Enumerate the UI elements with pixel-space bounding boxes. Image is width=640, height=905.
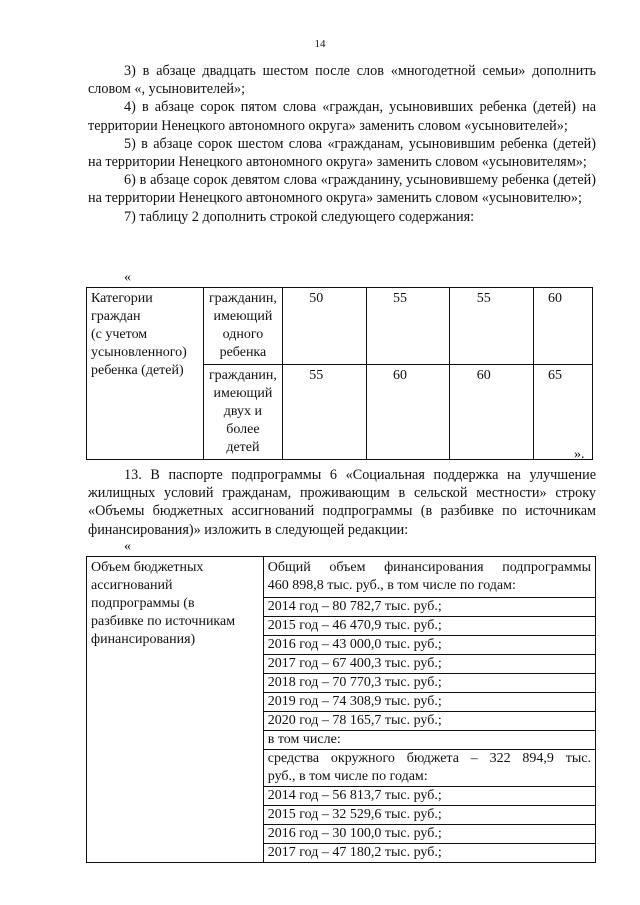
budget-text: 2016 год – 43 000,0 тыс. руб.; <box>267 637 442 652</box>
value-cell: 60 <box>534 288 593 365</box>
budget-text: 2014 год – 56 813,7 тыс. руб.; <box>267 788 442 803</box>
budget-line <box>264 749 595 786</box>
label-line: разбивке по источникам <box>91 614 236 629</box>
paragraph-3: 3) в абзаце двадцать шестом после слов «многодетной семьи» дополнить словом «, усыновителей»; <box>88 63 596 98</box>
quote-open-2: « <box>124 539 131 554</box>
value-cell: 55 <box>282 365 366 460</box>
label-line: гражданин, <box>208 291 277 306</box>
budget-line <box>264 730 595 749</box>
quote-open-1: « <box>124 270 131 285</box>
label-line: более <box>226 422 260 437</box>
label-line: имеющий <box>213 309 273 324</box>
quote-close-1: ». <box>574 447 585 462</box>
paragraph-7: 7) таблицу 2 дополнить строкой следующего содержания: <box>124 208 475 225</box>
budget-text: средства окружного бюджета – 322 894,9 тыс. <box>267 751 591 766</box>
label-line: детей <box>226 440 260 455</box>
budget-text: 2020 год – 78 165,7 тыс. руб.; <box>267 713 442 728</box>
budget-line <box>264 843 595 862</box>
budget-text: 2018 год – 70 770,3 тыс. руб.; <box>267 675 442 690</box>
budget-text: 460 898,8 тыс. руб., в том числе по годам: <box>267 578 516 593</box>
label-line: ассигнований <box>91 578 173 593</box>
label-line: Объем бюджетных <box>91 560 204 575</box>
budget-text: Общий объем финансирования подпрограммы <box>267 560 591 575</box>
label-line: гражданин, <box>208 368 277 383</box>
row-label-cell <box>203 365 282 460</box>
label-line: ребенка <box>219 345 267 360</box>
budget-text: руб., в том числе по годам: <box>267 769 428 784</box>
category-line: усыновленного) <box>91 345 187 360</box>
value-cell: 55 <box>450 288 534 365</box>
budget-text: 2015 год – 46 470,9 тыс. руб.; <box>267 618 442 633</box>
budget-line <box>264 635 595 654</box>
budget-label-cell <box>87 557 264 863</box>
paragraph-4: 4) в абзаце сорок пятом слова «граждан, усыновивших ребенка (детей) на территории Ненецкого автономного округа» заменить словом «усыновителей»; <box>88 99 596 134</box>
label-line: финансирования) <box>91 632 196 647</box>
budget-text: в том числе: <box>267 732 341 747</box>
budget-text: 2015 год – 32 529,6 тыс. руб.; <box>267 807 442 822</box>
value-cell: 55 <box>366 288 450 365</box>
budget-text: 2017 год – 47 180,2 тыс. руб.; <box>267 845 442 860</box>
budget-line <box>264 673 595 692</box>
table-2-row-addition <box>86 287 593 460</box>
page-number: 14 <box>314 38 326 50</box>
category-line: (с учетом <box>91 327 148 342</box>
label-line: одного <box>222 327 264 342</box>
budget-table <box>86 556 596 863</box>
budget-text: 2016 год – 30 100,0 тыс. руб.; <box>267 826 442 841</box>
budget-text: 2014 год – 80 782,7 тыс. руб.; <box>267 599 442 614</box>
value-cell: 60 <box>366 365 450 460</box>
paragraph-13: 13. В паспорте подпрограммы 6 «Социальная поддержка на улучшение жилищных условий гражданам, проживающим в сельской местности» строку «Объемы бюджетных ассигнований подпрограммы (в разбивке по источникам финансирования)» изложить в следующей редакции: <box>88 467 596 538</box>
table-row <box>87 557 596 863</box>
budget-line <box>264 805 595 824</box>
label-line: подпрограммы (в <box>91 596 195 611</box>
budget-text: 2019 год – 74 308,9 тыс. руб.; <box>267 694 442 709</box>
budget-line <box>264 654 595 673</box>
budget-line <box>264 711 595 730</box>
budget-line <box>264 824 595 843</box>
table-row <box>87 288 593 365</box>
paragraph-6: 6) в абзаце сорок девятом слова «гражданину, усыновившему ребенка (детей) на территории Ненецкого автономного округа» заменить словом «усыновителю»; <box>88 172 596 207</box>
paragraph-13-block <box>88 466 596 539</box>
value-cell: 60 <box>450 365 534 460</box>
label-line: двух и <box>223 404 263 419</box>
value-cell: 50 <box>282 288 366 365</box>
value-cell: 65 <box>534 365 593 460</box>
category-cell <box>87 288 204 460</box>
budget-line <box>264 597 595 616</box>
category-line: ребенка (детей) <box>91 363 184 378</box>
label-line: имеющий <box>213 386 273 401</box>
row-label-cell <box>203 288 282 365</box>
category-line: Категории <box>91 291 153 306</box>
amendments-list <box>88 62 596 226</box>
budget-text: 2017 год – 67 400,3 тыс. руб.; <box>267 656 442 671</box>
budget-line <box>264 557 595 597</box>
budget-line <box>264 616 595 635</box>
budget-line <box>264 692 595 711</box>
budget-line <box>264 786 595 805</box>
category-line: граждан <box>91 309 141 324</box>
budget-values-cell <box>263 557 595 863</box>
paragraph-5: 5) в абзаце сорок шестом слова «гражданам, усыновившим ребенка (детей) на территории Ненецкого автономного округа» заменить словом «усыновителям»; <box>88 135 596 171</box>
